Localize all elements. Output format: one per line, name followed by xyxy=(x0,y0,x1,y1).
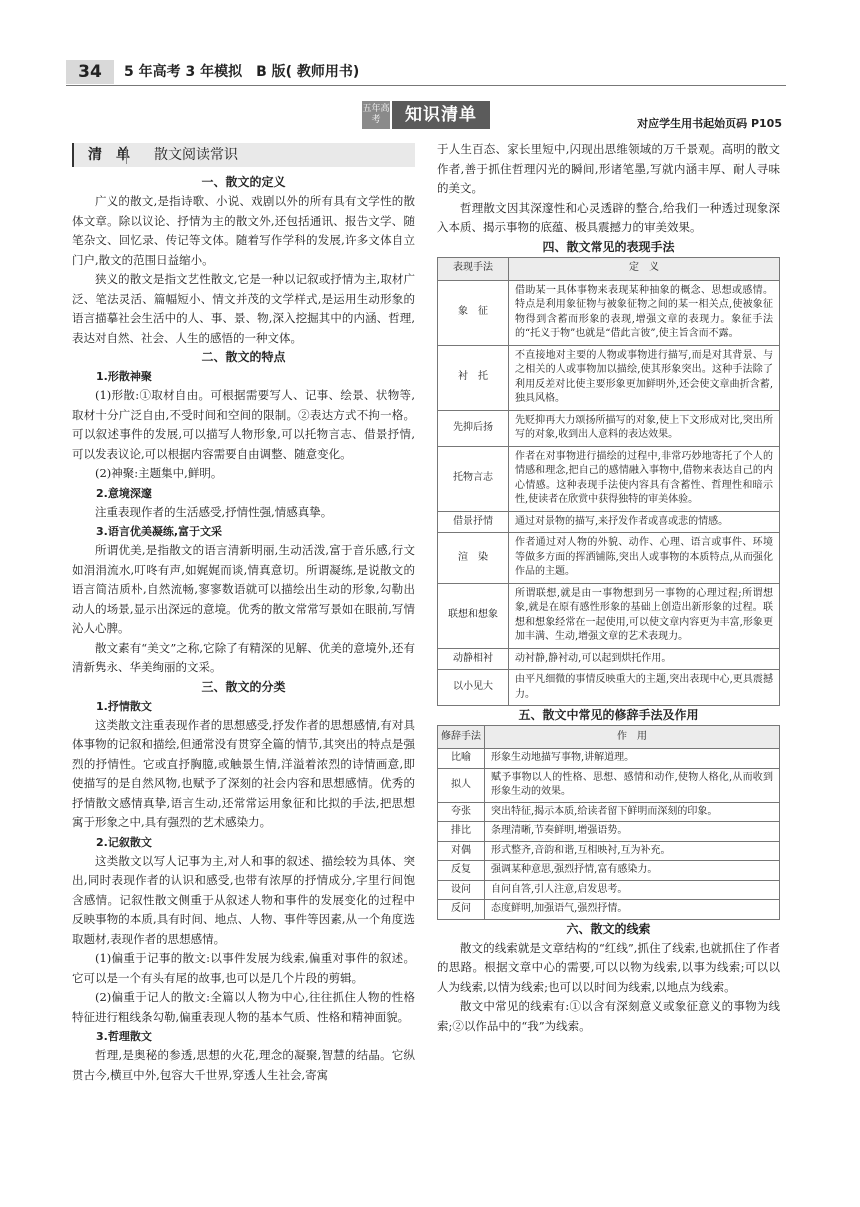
page-header xyxy=(66,60,786,86)
paragraph: 哲理,是奥秘的参透,思想的火花,理念的凝聚,智慧的结晶。它纵贯古今,横亘中外,包容大千世界,穿透人生社会,寄寓 xyxy=(72,1048,415,1082)
table-cell: 态度鲜明,加强语气,强烈抒情。 xyxy=(485,900,780,920)
table-header-row xyxy=(438,726,780,749)
table-row xyxy=(438,670,780,706)
table-row xyxy=(438,533,780,584)
table-row xyxy=(438,841,780,861)
table-cell: 比喻 xyxy=(438,749,485,769)
table-row xyxy=(438,768,780,802)
paragraph: 注重表现作者的生活感受,抒情性强,情感真挚。 xyxy=(95,504,333,519)
table-row xyxy=(438,280,780,345)
table-cell: 形式整齐,音韵和谐,互相映衬,互为补充。 xyxy=(485,841,780,861)
paragraph: 所谓优美,是指散文的语言清新明丽,生动活泼,富于音乐感,行文如涓涓流水,叮咚有声,如娓娓而谈,情真意切。所谓凝练,是说散文的语言简洁质朴,自然流畅,寥寥数语就可以描绘出生动的形象,勾勒出动人的场景,显示出深远的意境。优秀的散文常常写景如在眼前,写情沁人心脾。 xyxy=(72,543,415,635)
rhetoric-table xyxy=(437,725,780,920)
table-cell: 通过对景物的描写,来抒发作者或喜或悲的情感。 xyxy=(509,511,780,533)
paragraph: 广义的散文,是指诗歌、小说、戏剧以外的所有具有文学性的散体文章。除以议论、抒情为主的散文外,还包括通讯、报告文学、随笔杂文、回忆录、传记等文体。随着写作学科的发展,许多文体自立门户,散文的范围日益缩小。 xyxy=(72,194,415,267)
techniques-table xyxy=(437,257,780,707)
table-cell: 借助某一具体事物来表现某种抽象的概念、思想或感情。特点是利用象征物与被象征物之间的某一相关点,使被象征物得到含蓄而形象的表现,增强文章的表现力。象征手法的“托义于物”也就是“借此言彼”,使主旨含而不露。 xyxy=(509,280,780,345)
heading-definition: 一、散文的定义 xyxy=(201,175,286,189)
paragraph: 散文的线索就是文章结构的“红线”,抓住了线索,也就抓住了作者的思路。根据文章中心的需要,可以以物为线索,以事为线索;可以以人为线索,以情为线索;也可以以时间为线索,以地点为线索。 xyxy=(437,940,780,994)
qingdan-label: 清 单 xyxy=(88,147,130,163)
table-header-cell: 定 义 xyxy=(509,257,780,280)
badge-title: 知识清单 xyxy=(392,101,490,129)
header-rule xyxy=(66,85,786,86)
table-cell: 对偶 xyxy=(438,841,485,861)
page-number: 34 xyxy=(66,60,114,84)
table-cell: 排比 xyxy=(438,822,485,842)
heading-rhetoric: 五、散文中常见的修辞手法及作用 xyxy=(518,708,699,722)
right-column xyxy=(437,140,780,1036)
paragraph: (1)偏重于记事的散文:以事件发展为线索,偏重对事件的叙述。它可以是一个有头有尾的故事,也可以是几个片段的剪辑。 xyxy=(72,951,415,985)
table-row xyxy=(438,648,780,670)
table-cell: 作者在对事物进行描绘的过程中,非常巧妙地寄托了个人的情感和理念,把自己的感情融入事物中,借物来表达自己的内心情感。这种表现手法使内容具有含蓄性、哲理性和暗示性,使读者在欣赏中获得独特的审美体验。 xyxy=(509,446,780,511)
table-cell: 夸张 xyxy=(438,802,485,822)
section-badge xyxy=(362,101,492,129)
heading-clues: 六、散文的线索 xyxy=(566,921,651,936)
table-row xyxy=(438,900,780,920)
paragraph: 狭义的散文是指文艺性散文,它是一种以记叙或抒情为主,取材广泛、笔法灵活、篇幅短小、情文并茂的文学样式,是运用生动形象的语言描摹社会生活中的人、事、景、物,深入挖掘其中的内涵、哲理,表达对自然、社会、人生的感悟的一种文体。 xyxy=(72,272,415,345)
table-row xyxy=(438,861,780,881)
table-row xyxy=(438,802,780,822)
left-column xyxy=(72,143,415,1085)
qingdan-title: 散文阅读常识 xyxy=(154,147,238,163)
heading-features: 二、散文的特点 xyxy=(201,350,286,364)
paragraph: 这类散文以写人记事为主,对人和事的叙述、描绘较为具体、突出,同时表现作者的认识和感受,也带有浓厚的抒情成分,字里行间饱含感情。记叙性散文侧重于从叙述人物和事件的发展变化的过程中反映事物的本质,具有时间、地点、人物、事件等因素,从一个角度选取题材,表现作者的思想感情。 xyxy=(72,853,415,946)
table-header-cell: 表现手法 xyxy=(438,257,509,280)
table-cell: 反复 xyxy=(438,861,485,881)
table-row xyxy=(438,410,780,446)
paragraph: 于人生百态、家长里短中,闪现出思维领域的万千景观。高明的散文作者,善于抓住哲理闪光的瞬间,形诸笔墨,写就内涵丰厚、耐人寻味的美文。 xyxy=(437,142,780,195)
table-row xyxy=(438,511,780,533)
paragraph: 散文中常见的线索有:①以含有深刻意义或象征意义的事物为线索;②以作品中的“我”为线索。 xyxy=(437,999,780,1033)
table-cell: 设问 xyxy=(438,880,485,900)
subheading: 2.记叙散文 xyxy=(96,835,152,849)
divider xyxy=(126,146,127,164)
table-cell: 形象生动地描写事物,讲解道理。 xyxy=(485,749,780,769)
subheading: 1.形散神聚 xyxy=(96,370,152,383)
badge-small-label: 五年高考 xyxy=(362,101,390,129)
table-cell: 动静相衬 xyxy=(438,648,509,670)
heading-categories: 三、散文的分类 xyxy=(201,679,286,694)
table-row xyxy=(438,880,780,900)
table-cell: 托物言志 xyxy=(438,446,509,511)
paragraph: (1)形散:①取材自由。可根据需要写人、记事、绘景、状物等,取材十分广泛自由,不受时间和空间的限制。②表达方式不拘一格。可以叙述事件的发展,可以描写人物形象,可以托物言志、借景抒情,可以发表议论,可以根据内容需要自由调整、随意变化。 xyxy=(72,388,415,461)
table-row xyxy=(438,583,780,648)
table-header-cell: 作 用 xyxy=(485,726,780,749)
reference-text: 对应学生用书起始页码 P105 xyxy=(637,117,782,130)
table-row xyxy=(438,822,780,842)
table-cell: 作者通过对人物的外貌、动作、心理、语言或事件、环境等做多方面的挥洒铺陈,突出人或事物的本质特点,从而强化作品的主题。 xyxy=(509,533,780,584)
heading-techniques: 四、散文常见的表现手法 xyxy=(542,239,675,254)
paragraph: (2)偏重于记人的散文:全篇以人物为中心,往往抓住人物的性格特征进行粗线条勾勒,偏重表现人物的基本气质、性格和精神面貌。 xyxy=(72,990,415,1024)
table-cell: 以小见大 xyxy=(438,670,509,706)
table-cell: 突出特征,揭示本质,给读者留下鲜明而深刻的印象。 xyxy=(485,802,780,822)
table-cell: 由平凡细微的事情反映重大的主题,突出表现中心,更具震撼力。 xyxy=(509,670,780,706)
table-cell: 渲 染 xyxy=(438,533,509,584)
table-cell: 先抑后扬 xyxy=(438,410,509,446)
paragraph: 哲理散文因其深邃性和心灵透辟的整合,给我们一种透过现象深入本质、揭示事物的底蕴、极具震撼力的审美效果。 xyxy=(437,200,780,234)
paragraph: (2)神聚:主题集中,鲜明。 xyxy=(95,466,223,480)
table-cell: 反问 xyxy=(438,900,485,920)
table-cell: 自问自答,引人注意,启发思考。 xyxy=(485,880,780,900)
table-cell: 象 征 xyxy=(438,280,509,345)
table-cell: 动衬静,静衬动,可以起到烘托作用。 xyxy=(509,648,780,670)
subheading: 3.哲理散文 xyxy=(96,1030,152,1043)
paragraph: 散文素有“美文”之称,它除了有精深的见解、优美的意境外,还有清新隽永、华美绚丽的文采。 xyxy=(72,640,415,674)
table-cell: 条理清晰,节奏鲜明,增强语势。 xyxy=(485,822,780,842)
table-cell: 所谓联想,就是由一事物想到另一事物的心理过程;所谓想象,就是在原有感性形象的基础上创造出新形象的过程。联想和想象经常在一起使用,可以使文章内容更为丰富,形象更加丰满、生动,增强文章的艺术表现力。 xyxy=(509,583,780,648)
subheading: 3.语言优美凝练,富于文采 xyxy=(96,525,223,538)
table-cell: 不直接地对主要的人物或事物进行描写,而是对其背景、与之相关的人或事物加以描绘,使其形象突出。这种手法除了利用反差对比使主要形象更加鲜明外,还会使文章曲折含蓄,独具风格。 xyxy=(509,345,780,410)
table-cell: 衬 托 xyxy=(438,345,509,410)
table-cell: 先贬抑再大力颂扬所描写的对象,使上下文形成对比,突出所写的对象,收到出人意料的表达效果。 xyxy=(509,410,780,446)
table-row xyxy=(438,446,780,511)
table-header-cell: 修辞手法 xyxy=(438,726,485,749)
table-cell: 强调某种意思,强烈抒情,富有感染力。 xyxy=(485,861,780,881)
book-title: 5 年高考 3 年模拟 B 版( 教师用书) xyxy=(124,64,360,80)
table-cell: 拟人 xyxy=(438,768,485,802)
table-header-row xyxy=(438,257,780,280)
table-cell: 赋予事物以人的性格、思想、感情和动作,使物人格化,从而收到形象生动的效果。 xyxy=(485,768,780,802)
qingdan-bar xyxy=(72,143,415,167)
subheading: 2.意境深邃 xyxy=(96,486,152,500)
table-row xyxy=(438,345,780,410)
subheading: 1.抒情散文 xyxy=(96,699,152,713)
table-row xyxy=(438,749,780,769)
table-cell: 联想和想象 xyxy=(438,583,509,648)
table-cell: 借景抒情 xyxy=(438,511,509,533)
paragraph: 这类散文注重表现作者的思想感受,抒发作者的思想感情,有对具体事物的记叙和描绘,但通常没有贯穿全篇的情节,其突出的特点是强烈的抒情性。它或直抒胸臆,或触景生情,洋溢着浓烈的诗情画意,即使描写的是自然风物,也赋予了深刻的社会内容和思想感情。优秀的抒情散文感情真挚,语言生动,还常常运用象征和比拟的手法,把思想寓于形象之中,具有强烈的艺术感染力。 xyxy=(72,717,415,829)
